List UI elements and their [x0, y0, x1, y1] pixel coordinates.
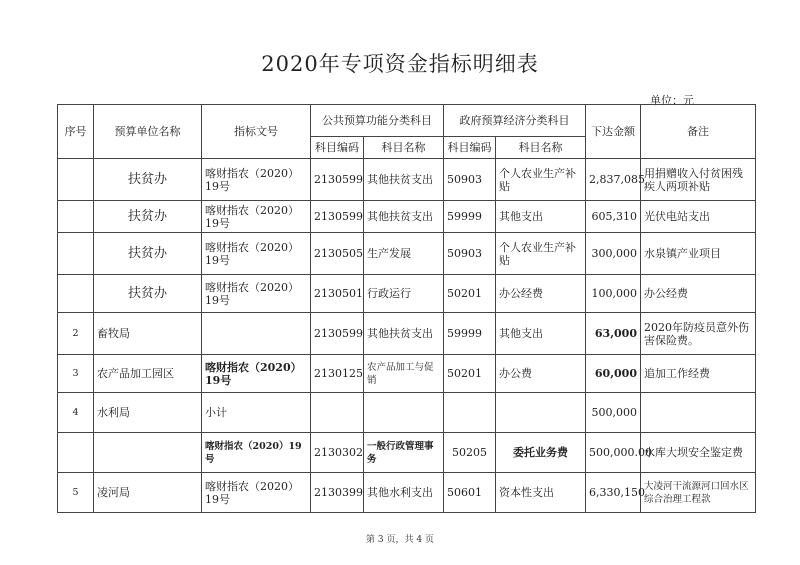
cell-amount: 100,000: [586, 275, 641, 313]
table-row: [58, 159, 756, 201]
cell-unit: 畜牧局: [94, 313, 202, 355]
cell-func-name: 其他扶贫支出: [364, 313, 444, 355]
cell-unit: 扶贫办: [94, 201, 202, 233]
table-row: [58, 201, 756, 233]
cell-econ-code: 50903: [444, 233, 496, 275]
cell-seq: 2: [58, 313, 94, 355]
cell-func-code: 2130399: [311, 473, 364, 513]
table-row: [58, 233, 756, 275]
cell-remark: 水库大坝安全鉴定费: [641, 433, 756, 473]
cell-econ-name: 办公费: [496, 355, 586, 393]
table-row: [58, 275, 756, 313]
table-row: [58, 313, 756, 355]
cell-amount: 2,837,085: [586, 159, 641, 201]
cell-econ-name: 办公经费: [496, 275, 586, 313]
cell-econ-name: 其他支出: [496, 313, 586, 355]
cell-econ-code: 50601: [444, 473, 496, 513]
cell-unit: 扶贫办: [94, 159, 202, 201]
cell-econ-code: [444, 393, 496, 433]
cell-func-code: 2130501: [311, 275, 364, 313]
cell-func-name: 一般行政管理事务: [364, 433, 444, 473]
cell-unit: 扶贫办: [94, 233, 202, 275]
cell-amount: 6,330,150: [586, 473, 641, 513]
cell-econ-name: 资本性支出: [496, 473, 586, 513]
cell-econ-name: [496, 393, 586, 433]
cell-amount: 60,000: [586, 355, 641, 393]
cell-unit: 农产品加工园区: [94, 355, 202, 393]
cell-econ-name: 其他支出: [496, 201, 586, 233]
table-row: [58, 473, 756, 513]
header-remark: 备注: [641, 105, 756, 159]
table-row: [58, 393, 756, 433]
cell-func-code: 2130125: [311, 355, 364, 393]
cell-amount: 300,000: [586, 233, 641, 275]
cell-doc: 喀财指农（2020）19号: [202, 275, 311, 313]
unit-label: 单位：元: [650, 94, 694, 107]
cell-unit: [94, 433, 202, 473]
cell-econ-name: 个人农业生产补贴: [496, 233, 586, 275]
cell-seq: 3: [58, 355, 94, 393]
page-footer: 第 3 页，共 4 页: [366, 535, 434, 545]
cell-amount: 500,000.00: [586, 433, 641, 473]
cell-doc: 喀财指农（2020）19号: [202, 159, 311, 201]
cell-econ-name: 个人农业生产补贴: [496, 159, 586, 201]
table-row: [58, 355, 756, 393]
header-func-code: 科目编码: [311, 137, 364, 159]
cell-func-name: 行政运行: [364, 275, 444, 313]
cell-unit: 凌河局: [94, 473, 202, 513]
cell-func-code: 2130599: [311, 159, 364, 201]
cell-seq: [58, 159, 94, 201]
cell-doc: 喀财指农（2020）19号: [202, 433, 311, 473]
cell-remark: 大凌河干流源河口回水区综合治理工程款: [641, 473, 756, 513]
cell-func-code: 2130505: [311, 233, 364, 275]
cell-seq: 4: [58, 393, 94, 433]
cell-func-name: 生产发展: [364, 233, 444, 275]
header-econ-group: 政府预算经济分类科目: [444, 105, 586, 137]
cell-doc: 喀财指农（2020）19号: [202, 201, 311, 233]
cell-remark: 办公经费: [641, 275, 756, 313]
budget-table: [57, 104, 756, 513]
cell-amount: 605,310: [586, 201, 641, 233]
cell-seq: [58, 201, 94, 233]
cell-seq: 5: [58, 473, 94, 513]
cell-doc: 喀财指农（2020）19号: [202, 233, 311, 275]
cell-func-code: 2130599: [311, 201, 364, 233]
cell-doc: 喀财指农（2020）19号: [202, 473, 311, 513]
cell-econ-code: 50201: [444, 275, 496, 313]
cell-econ-code: 59999: [444, 201, 496, 233]
cell-econ-code: 50205: [444, 433, 496, 473]
cell-econ-name: 委托业务费: [496, 433, 586, 473]
cell-remark: 光伏电站支出: [641, 201, 756, 233]
cell-func-name: 其他扶贫支出: [364, 201, 444, 233]
cell-seq: [58, 275, 94, 313]
cell-seq: [58, 233, 94, 275]
cell-func-name: 农产品加工与促销: [364, 355, 444, 393]
cell-func-code: 2130302: [311, 433, 364, 473]
cell-func-code: 2130599: [311, 313, 364, 355]
cell-func-code: [311, 393, 364, 433]
cell-func-name: 其他水利支出: [364, 473, 444, 513]
header-func-group: 公共预算功能分类科目: [311, 105, 444, 137]
header-econ-code: 科目编码: [444, 137, 496, 159]
cell-doc: 小计: [202, 393, 311, 433]
cell-remark: 追加工作经费: [641, 355, 756, 393]
cell-func-name: 其他扶贫支出: [364, 159, 444, 201]
cell-doc: 喀财指农（2020）19号: [202, 355, 311, 393]
cell-remark: 2020年防疫员意外伤害保险费。: [641, 313, 756, 355]
cell-unit: 水利局: [94, 393, 202, 433]
header-amount: 下达金额: [586, 105, 641, 159]
page-title: 2020年专项资金指标明细表: [261, 52, 539, 76]
header-econ-name: 科目名称: [496, 137, 586, 159]
cell-remark: 用捐赠收入付贫困残疾人两项补贴: [641, 159, 756, 201]
cell-amount: 63,000: [586, 313, 641, 355]
cell-econ-code: 50201: [444, 355, 496, 393]
cell-remark: [641, 393, 756, 433]
cell-seq: [58, 433, 94, 473]
header-seq: 序号: [58, 105, 94, 159]
cell-econ-code: 59999: [444, 313, 496, 355]
header-func-name: 科目名称: [364, 137, 444, 159]
header-unit-name: 预算单位名称: [94, 105, 202, 159]
cell-doc: [202, 313, 311, 355]
cell-amount: 500,000: [586, 393, 641, 433]
cell-func-name: [364, 393, 444, 433]
cell-econ-code: 50903: [444, 159, 496, 201]
cell-unit: 扶贫办: [94, 275, 202, 313]
table-row: [58, 433, 756, 473]
cell-remark: 水泉镇产业项目: [641, 233, 756, 275]
header-doc-no: 指标文号: [202, 105, 311, 159]
